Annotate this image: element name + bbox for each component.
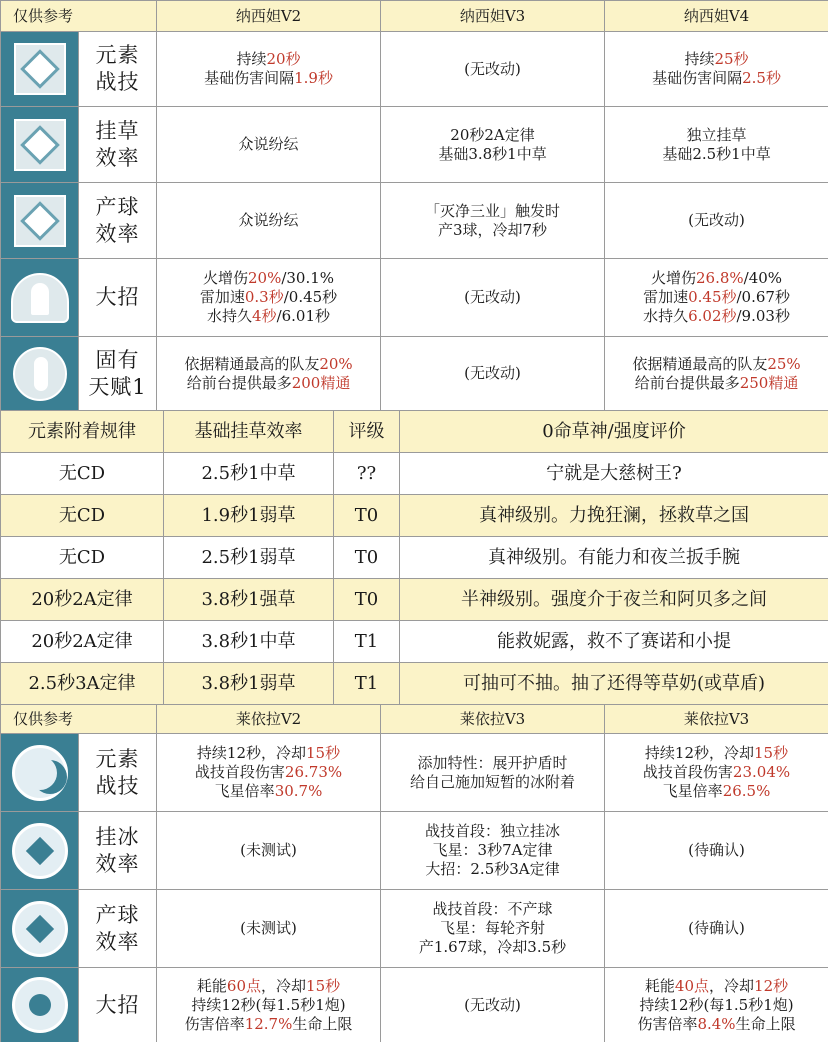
cell-line	[383, 202, 602, 221]
value-cell	[605, 32, 828, 107]
cell-text: 产3球，冷却7秒	[437, 220, 548, 239]
cell-text: 给前台提供最多	[186, 373, 292, 392]
row-label-line: 固有	[95, 347, 140, 372]
version-header: 莱依拉V2	[157, 705, 381, 734]
cell-text: 持续	[236, 50, 267, 68]
cell-line	[159, 355, 378, 374]
cell-line	[159, 374, 378, 393]
value-cell	[381, 183, 605, 259]
table-row	[1, 259, 828, 337]
table-row	[1, 812, 828, 890]
cell-line	[607, 744, 826, 763]
tier-cell: ??	[334, 453, 400, 495]
tier-cell: 半神级别。强度介于夜兰和阿贝多之间	[400, 579, 828, 621]
highlight-value: 6.02秒	[688, 307, 737, 325]
version-header: 莱依拉V3	[381, 705, 605, 734]
highlight-value: 26.73%	[284, 763, 343, 781]
highlight-value: 26.8%	[695, 269, 744, 287]
highlight-value: 15秒	[306, 976, 341, 995]
cell-text: 添加特性：展开护盾时	[417, 753, 568, 772]
table-row	[1, 337, 828, 411]
cell-text: 基础伤害间隔	[652, 69, 743, 87]
value-cell	[381, 32, 605, 107]
cell-line	[607, 288, 826, 307]
cell-text: (无改动)	[464, 995, 521, 1014]
cell-line	[607, 211, 826, 230]
cell-text: 依据精通最高的队友	[184, 354, 320, 373]
table-row	[1, 537, 828, 579]
value-cell	[157, 337, 381, 411]
cell-line	[607, 145, 826, 164]
cell-line	[159, 135, 378, 154]
highlight-value: 25秒	[714, 50, 749, 68]
cell-text: 持续12秒，冷却	[644, 744, 755, 762]
highlight-value: 4秒	[252, 307, 277, 325]
cell-text: /9.03秒	[736, 307, 790, 325]
cell-text: (待确认)	[688, 841, 745, 859]
cell-text: 给自己施加短暂的冰附着	[410, 772, 576, 791]
skill-emblem-icon	[13, 347, 67, 401]
cell-line	[159, 211, 378, 230]
cell-text: 火增伤	[202, 269, 248, 287]
cell-text: 持续12秒，冷却	[196, 744, 307, 762]
tier-cell: 无CD	[1, 453, 164, 495]
skill-icon	[1, 890, 79, 968]
cell-text: 飞星倍率	[662, 782, 723, 800]
row-label-line: 元素	[95, 43, 140, 67]
version-header: 莱依拉V3	[605, 705, 828, 734]
cell-text: 20秒2A定律	[450, 125, 535, 144]
highlight-value: 12秒	[754, 976, 789, 995]
tier-cell: 3.8秒1弱草	[164, 663, 334, 705]
tier-cell: 无CD	[1, 537, 164, 579]
table-row	[1, 107, 828, 183]
cell-line	[159, 1015, 378, 1034]
value-cell	[605, 337, 828, 411]
cell-text: 水持久	[207, 307, 253, 325]
cell-line	[159, 288, 378, 307]
table-row	[1, 734, 828, 812]
tier-cell: 3.8秒1强草	[164, 579, 334, 621]
cell-line	[159, 977, 378, 996]
cell-line	[383, 860, 602, 879]
table-row	[1, 663, 828, 705]
table-row	[1, 495, 828, 537]
header-row	[1, 705, 828, 734]
cell-line	[383, 841, 602, 860]
cell-line	[159, 50, 378, 69]
highlight-value: 0.3秒	[244, 288, 284, 306]
cell-text: 战技首段：独立挂冰	[425, 822, 561, 840]
cell-line	[159, 69, 378, 88]
skill-emblem-icon	[12, 901, 68, 957]
value-cell	[605, 734, 828, 812]
cell-text: /40%	[743, 269, 783, 287]
cell-text: 水持久	[643, 307, 689, 325]
row-label-line: 挂草	[95, 118, 140, 143]
cell-text: (无改动)	[688, 211, 745, 229]
cell-line	[607, 977, 826, 996]
cell-text: 大招：2.5秒3A定律	[425, 860, 560, 878]
cell-line	[607, 355, 826, 374]
row-label-line: 大招	[95, 285, 140, 309]
highlight-value: 15秒	[754, 744, 789, 762]
cell-text: 伤害倍率	[184, 1014, 245, 1033]
cell-line	[383, 773, 602, 792]
skill-emblem-icon	[12, 745, 68, 801]
highlight-value: 0.45秒	[688, 288, 737, 306]
skill-emblem-icon	[14, 119, 66, 171]
cell-line	[607, 919, 826, 938]
value-cell	[381, 259, 605, 337]
cell-text: (无改动)	[464, 288, 521, 306]
highlight-value: 25%	[767, 354, 801, 373]
cell-text: 飞星倍率	[214, 782, 275, 800]
tier-cell: 真神级别。力挽狂澜，拯救草之国	[400, 495, 828, 537]
table-row	[1, 453, 828, 495]
value-cell	[381, 337, 605, 411]
cell-line	[607, 782, 826, 801]
value-cell	[381, 734, 605, 812]
tier-cell: 真神级别。有能力和夜兰扳手腕	[400, 537, 828, 579]
version-header: 纳西妲V3	[381, 1, 605, 32]
highlight-value: 1.9秒	[294, 69, 333, 87]
value-cell	[157, 734, 381, 812]
skill-icon	[1, 107, 79, 183]
row-label	[79, 259, 157, 337]
cell-line	[159, 744, 378, 763]
skill-icon	[1, 968, 79, 1042]
cell-text: 众说纷纭	[238, 211, 299, 229]
tier-cell: T0	[334, 579, 400, 621]
cell-text: 伤害倍率	[637, 1014, 698, 1033]
cell-line	[159, 307, 378, 326]
version-header: 纳西妲V2	[157, 1, 381, 32]
cell-line	[607, 126, 826, 145]
cell-line	[607, 374, 826, 393]
cell-text: 持续	[684, 50, 715, 68]
row-label	[79, 968, 157, 1042]
highlight-value: 40点	[674, 976, 710, 995]
value-cell	[381, 890, 605, 968]
highlight-value: 8.4%	[697, 1014, 736, 1033]
row-label-line: 挂冰	[95, 824, 140, 849]
row-label	[79, 107, 157, 183]
column-header: 0命草神/强度评价	[400, 411, 828, 453]
tier-cell: T0	[334, 495, 400, 537]
cell-text: 飞星：每轮齐射	[440, 919, 546, 937]
cell-line	[383, 822, 602, 841]
header-row	[1, 1, 828, 32]
cell-text: 飞星：3秒7A定律	[432, 841, 553, 859]
table-row	[1, 579, 828, 621]
value-cell	[157, 107, 381, 183]
header-row	[1, 411, 828, 453]
highlight-value: 26.5%	[722, 782, 771, 800]
cell-text: (无改动)	[464, 364, 521, 382]
cell-line	[607, 50, 826, 69]
skill-emblem-icon	[11, 273, 69, 323]
row-label-line: 效率	[95, 221, 140, 246]
row-label	[79, 32, 157, 107]
cell-line	[383, 938, 602, 957]
skill-icon	[1, 337, 79, 411]
cell-text: 战技首段：不产球	[432, 900, 553, 918]
row-label-line: 天赋1	[88, 374, 147, 399]
value-cell	[605, 812, 828, 890]
value-cell	[605, 107, 828, 183]
highlight-value: 30.7%	[274, 782, 323, 800]
cell-text: 基础3.8秒1中草	[438, 144, 547, 163]
cell-text: 战技首段伤害	[194, 763, 285, 781]
cell-line	[383, 126, 602, 145]
skill-icon	[1, 32, 79, 107]
value-cell	[605, 968, 828, 1042]
table-row	[1, 621, 828, 663]
tier-cell: 2.5秒1弱草	[164, 537, 334, 579]
cell-text: /0.45秒	[283, 288, 338, 306]
row-label-line: 产球	[95, 902, 140, 927]
skill-emblem-icon	[12, 823, 68, 879]
tier-cell: 20秒2A定律	[1, 579, 164, 621]
highlight-value: 23.04%	[732, 763, 791, 781]
cell-text: 雷加速	[643, 288, 689, 306]
cell-text: /0.67秒	[736, 288, 790, 306]
cell-line	[607, 763, 826, 782]
skill-icon	[1, 259, 79, 337]
row-label-line: 效率	[95, 145, 140, 170]
cell-text: 持续12秒(每1.5秒1炮)	[191, 995, 346, 1014]
highlight-value: 20秒	[266, 50, 301, 68]
column-header: 评级	[334, 411, 400, 453]
version-header: 纳西妲V4	[605, 1, 828, 32]
cell-line	[607, 841, 826, 860]
row-label-line: 战技	[95, 70, 140, 94]
cell-text: ，冷却	[261, 976, 307, 995]
value-cell	[381, 968, 605, 1042]
cell-text: 雷加速	[199, 288, 245, 306]
cell-text: 众说纷纭	[238, 135, 299, 153]
skill-emblem-icon	[14, 43, 66, 95]
value-cell	[157, 890, 381, 968]
cell-line	[159, 841, 378, 860]
table-row	[1, 890, 828, 968]
tier-cell: 能救妮露，救不了赛诺和小提	[400, 621, 828, 663]
tier-cell: T1	[334, 663, 400, 705]
cell-text: 基础伤害间隔	[204, 69, 295, 87]
cell-line	[607, 269, 826, 288]
cell-text: 独立挂草	[686, 125, 747, 144]
layla-comparison-table	[0, 704, 828, 1042]
cell-text: (待确认)	[688, 919, 745, 937]
cell-text: 基础2.5秒1中草	[662, 144, 771, 163]
value-cell	[157, 812, 381, 890]
cell-line	[383, 221, 602, 240]
value-cell	[157, 968, 381, 1042]
cell-text: (无改动)	[464, 59, 521, 78]
cell-line	[159, 996, 378, 1015]
value-cell	[605, 259, 828, 337]
cell-text: /30.1%	[281, 269, 335, 287]
value-cell	[157, 259, 381, 337]
tier-cell: 宁就是大慈树王?	[400, 453, 828, 495]
table-row	[1, 183, 828, 259]
value-cell	[605, 890, 828, 968]
tier-cell: 2.5秒1中草	[164, 453, 334, 495]
value-cell	[157, 183, 381, 259]
tier-cell: 可抽可不抽。抽了还得等草奶(或草盾)	[400, 663, 828, 705]
reference-note: 仅供参考	[1, 1, 157, 32]
cell-text: 火增伤	[650, 269, 696, 287]
skill-icon	[1, 183, 79, 259]
cell-line	[383, 754, 602, 773]
column-header: 基础挂草效率	[164, 411, 334, 453]
row-label-line: 大招	[95, 992, 140, 1017]
highlight-value: 250精通	[739, 373, 799, 392]
tier-rating-table	[0, 410, 828, 705]
skill-icon	[1, 734, 79, 812]
row-label	[79, 890, 157, 968]
cell-text: 给前台提供最多	[634, 373, 740, 392]
skill-icon	[1, 812, 79, 890]
row-label	[79, 337, 157, 411]
skill-emblem-icon	[12, 977, 68, 1033]
row-label-line: 产球	[95, 194, 140, 219]
tier-cell: 20秒2A定律	[1, 621, 164, 663]
cell-line	[383, 996, 602, 1015]
row-label-line: 效率	[95, 929, 140, 954]
tier-cell: 无CD	[1, 495, 164, 537]
cell-text: 战技首段伤害	[642, 763, 733, 781]
row-label	[79, 734, 157, 812]
value-cell	[157, 32, 381, 107]
cell-line	[383, 919, 602, 938]
cell-text: ，冷却	[709, 976, 755, 995]
cell-text: /6.01秒	[276, 307, 331, 325]
cell-line	[383, 364, 602, 383]
cell-text: 生命上限	[292, 1014, 353, 1033]
skill-emblem-icon	[14, 195, 66, 247]
row-label	[79, 812, 157, 890]
cell-text: (未测试)	[240, 841, 297, 859]
highlight-value: 60点	[226, 976, 262, 995]
nahida-comparison-table	[0, 0, 828, 411]
tier-cell: 1.9秒1弱草	[164, 495, 334, 537]
cell-line	[159, 269, 378, 288]
row-label-line: 战技	[95, 773, 140, 798]
reference-note: 仅供参考	[1, 705, 157, 734]
highlight-value: 12.7%	[244, 1014, 293, 1033]
highlight-value: 20%	[247, 269, 282, 287]
cell-text: (未测试)	[240, 919, 297, 937]
tier-cell: T0	[334, 537, 400, 579]
cell-line	[159, 763, 378, 782]
tier-cell: T1	[334, 621, 400, 663]
cell-line	[383, 145, 602, 164]
row-label-line: 元素	[95, 746, 140, 771]
cell-line	[383, 60, 602, 79]
cell-text: 「灭净三业」触发时	[425, 201, 561, 220]
cell-line	[159, 919, 378, 938]
table-row	[1, 968, 828, 1042]
tier-cell: 3.8秒1中草	[164, 621, 334, 663]
cell-line	[607, 1015, 826, 1034]
highlight-value: 2.5秒	[742, 69, 781, 87]
cell-text: 生命上限	[735, 1014, 796, 1033]
cell-text: 耗能	[196, 976, 227, 995]
cell-line	[607, 996, 826, 1015]
cell-line	[159, 782, 378, 801]
column-header: 元素附着规律	[1, 411, 164, 453]
cell-line	[607, 307, 826, 326]
cell-line	[383, 288, 602, 307]
table-row	[1, 32, 828, 107]
highlight-value: 200精通	[291, 373, 351, 392]
highlight-value: 20%	[319, 354, 353, 373]
cell-line	[383, 900, 602, 919]
tier-cell: 2.5秒3A定律	[1, 663, 164, 705]
value-cell	[605, 183, 828, 259]
value-cell	[381, 812, 605, 890]
highlight-value: 15秒	[306, 744, 341, 762]
cell-text: 依据精通最高的队友	[632, 354, 768, 373]
cell-text: 持续12秒(每1.5秒1炮)	[639, 995, 794, 1014]
cell-text: 产1.67球，冷却3.5秒	[418, 938, 567, 956]
value-cell	[381, 107, 605, 183]
cell-text: 耗能	[644, 976, 675, 995]
row-label	[79, 183, 157, 259]
cell-line	[607, 69, 826, 88]
row-label-line: 效率	[95, 851, 140, 876]
